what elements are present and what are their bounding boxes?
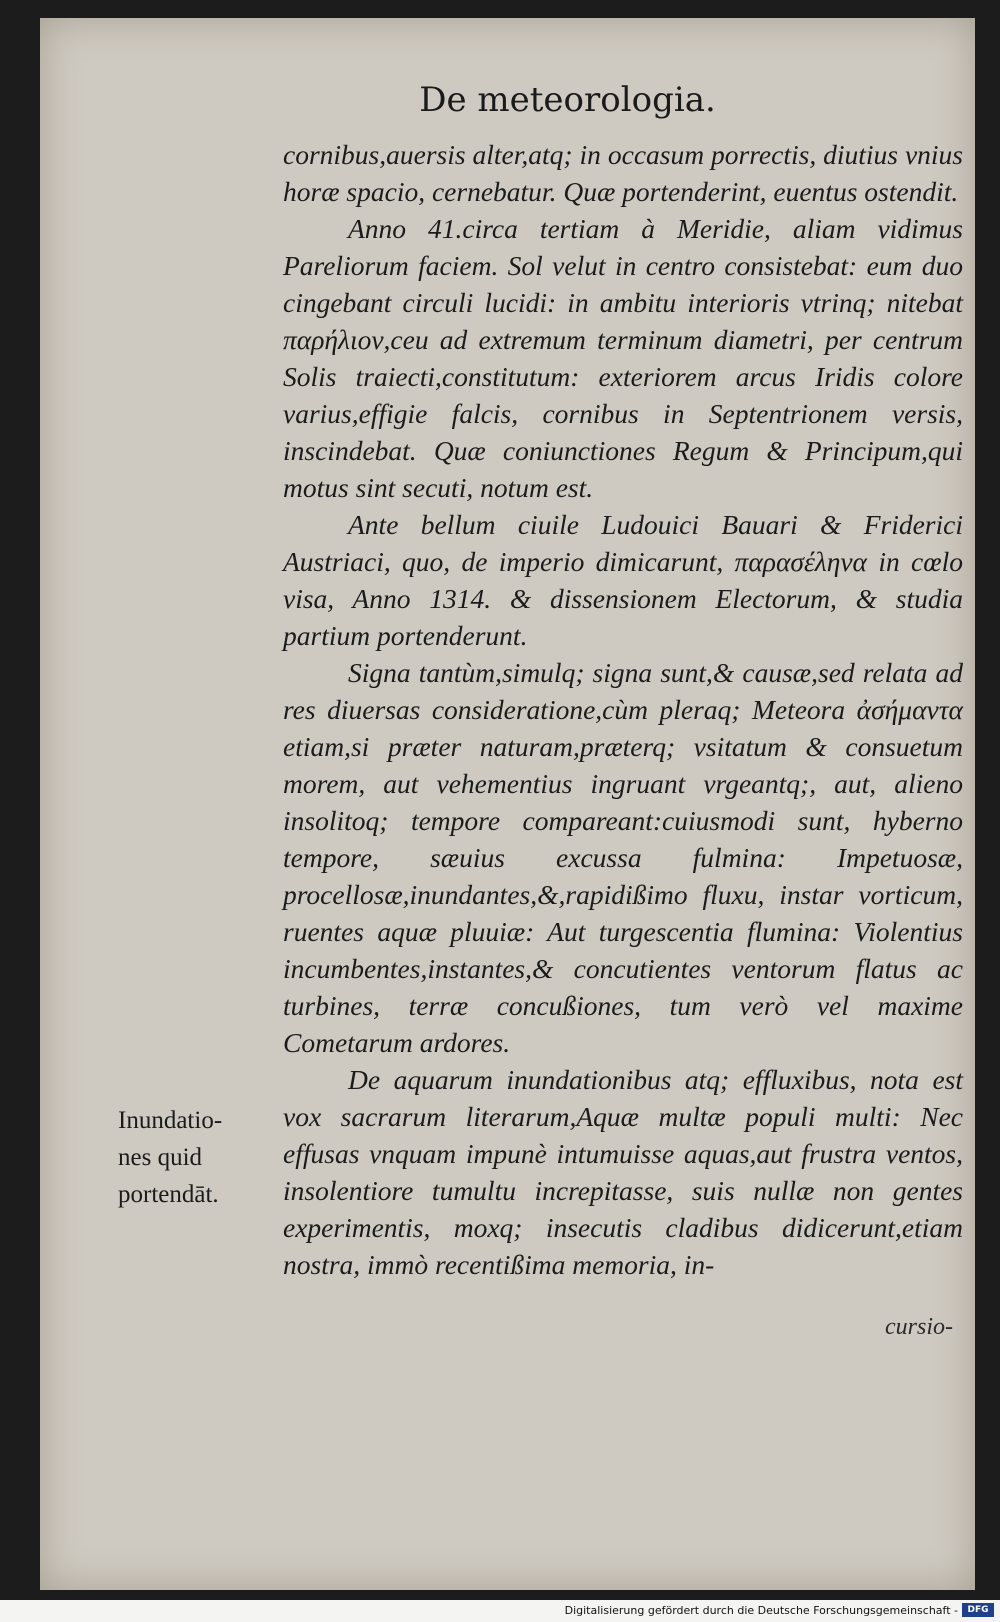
margin-note-line: nes quid [118, 1144, 203, 1171]
dfg-logo: DFG [962, 1603, 994, 1617]
footer-bar [0, 1600, 1000, 1622]
margin-note-line: portendāt. [118, 1181, 219, 1208]
paragraph-ludovicus: Ante bellum ciuile Ludouici Bauari & Friderici Austriaci, quo, de imperio dimicarunt, παρασέληνα in cœlo visa, Anno 1314. & dissensionem Electorum, & studia partium portenderunt. [283, 509, 963, 651]
funding-credit: Digitalisierung gefördert durch die Deutsche Forschungsgemeinschaft - [564, 1604, 958, 1617]
paragraph-continuation: cornibus,auersis alter,atq; in occasum porrectis, diutius vnius horæ spacio, cernebatur. Quæ portenderint, euentus ostendit. [283, 139, 963, 207]
running-header: De meteorologia. [419, 80, 716, 120]
margin-note-line: Inundatio- [118, 1107, 223, 1134]
catchword: cursio- [885, 1314, 953, 1340]
paragraph-parelia: Anno 41.circa tertiam à Meridie, aliam vidimus Pareliorum faciem. Sol velut in centro consistebat: eum duo cingebant circuli lucidi: in ambitu interioris vtrinq; nitebat παρήλιον,ceu ad extremum terminum diametri, per centrum Solis traiecti,constitutum: exteriorem arcus Iridis colore varius,effigie falcis, cornibus in Septentrionem versis, inscindebat. Quæ coniunctiones Regum & Principum,qui motus sint secuti, notum est. [283, 213, 963, 503]
paragraph-inundationes: De aquarum inundationibus atq; effluxibus, nota est vox sacrarum literarum,Aquæ multæ populi multi: Nec effusas vnquam impunè intumuisse aquas,aut frustra ventos, insolentiore tumultu increpitasse, suis nullæ non gentes experimentis, moxq; insecutis cladibus didicerunt,etiam nostra, immò recentißima memoria, in- [283, 1064, 963, 1280]
book-page [40, 18, 975, 1590]
margin-note [118, 1102, 278, 1213]
body-text [283, 136, 963, 1283]
paragraph-signa: Signa tantùm,simulq; signa sunt,& causæ,sed relata ad res diuersas consideratione,cùm pleraq; Meteora ἀσήμαντα etiam,si præter naturam,præterq; vsitatum & consuetum morem, aut vehementius ingruant vrgeantq;, aut, alieno insolitoq; tempore compareant:cuiusmodi sunt, hyberno tempore, sæuius excussa fulmina: Impetuosæ, procellosæ,inundantes,&,rapidißimo fluxu, instar vorticum, ruentes aquæ pluuiæ: Aut turgescentia flumina: Violentius incumbentes,instantes,& concutientes ventorum flatus ac turbines, terræ concußiones, tum verò vel maxime Cometarum ardores. [283, 657, 963, 1058]
